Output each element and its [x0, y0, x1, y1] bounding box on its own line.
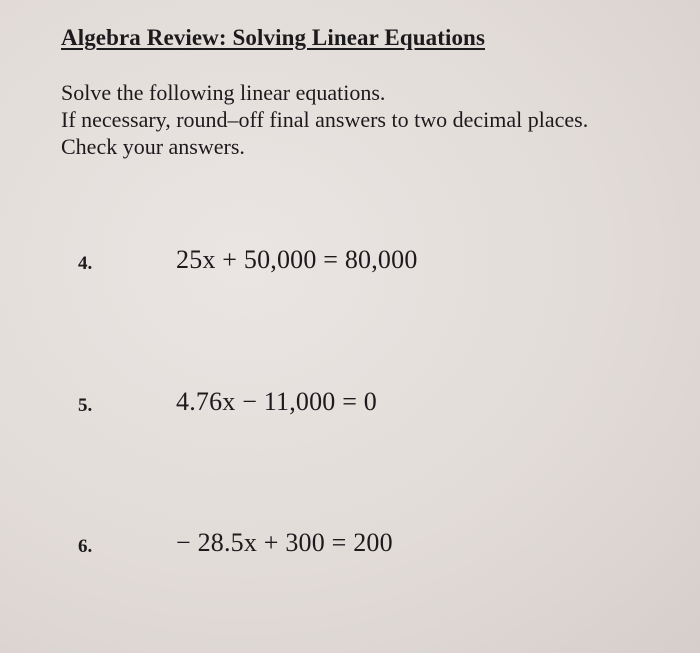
problem-number: 6.	[78, 536, 93, 557]
worksheet-title: Algebra Review: Solving Linear Equations	[61, 25, 485, 50]
problem-equation: − 28.5x + 300 = 200	[176, 528, 393, 557]
instruction-line: Check your answers.	[61, 134, 245, 159]
instruction-line: If necessary, round–off final answers to two decimal places.	[61, 107, 589, 132]
problem-number: 5.	[78, 395, 93, 416]
problem-equation: 4.76x − 11,000 = 0	[176, 387, 377, 416]
problem-equation: 25x + 50,000 = 80,000	[176, 245, 418, 274]
problem-number: 4.	[78, 253, 93, 274]
instruction-line: Solve the following linear equations.	[61, 80, 386, 105]
